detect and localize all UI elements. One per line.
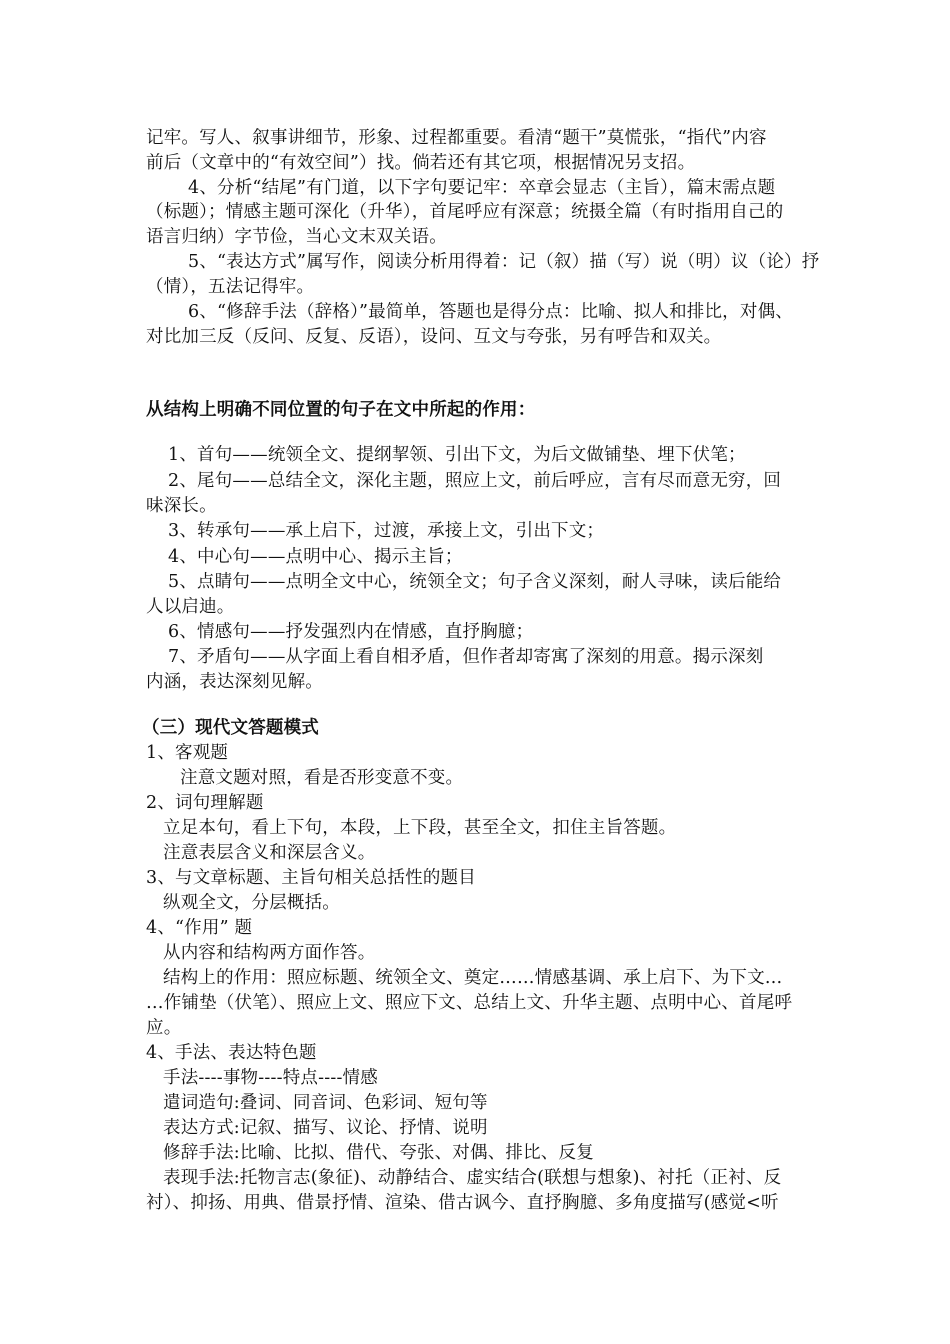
text-line: （情），五法记得牢。 (146, 277, 315, 297)
text-line: 1、客观题 (146, 743, 229, 763)
text-line: 表现手法:托物言志(象征)、动静结合、虚实结合(联想与想象)、衬托（正衬、反 (163, 1168, 782, 1188)
text-line: 6、情感句——抒发强烈内在情感，直抒胸臆； (168, 622, 534, 642)
text-line: 衬）、抑扬、用典、借景抒情、渲染、借古讽今、直抒胸臆、多角度描写(感觉<听 (146, 1193, 779, 1213)
text-line: 语言归纳）字节俭，当心文末双关语。 (146, 227, 447, 247)
text-line: 6、“修辞手法（辞格）”最简单，答题也是得分点：比喻、拟人和排比，对偶、 (188, 302, 793, 322)
text-line: 修辞手法:比喻、比拟、借代、夸张、对偶、排比、反复 (163, 1143, 594, 1163)
text-line: 内涵，表达深刻见解。 (146, 672, 323, 692)
section-heading: 从结构上明确不同位置的句子在文中所起的作用： (146, 400, 536, 420)
text-line: 1、首句——统领全文、提纲挈领、引出下文，为后文做铺垫、埋下伏笔； (168, 445, 746, 465)
text-line: 4、手法、表达特色题 (146, 1043, 317, 1063)
text-line: …作铺垫（伏笔）、照应上文、照应下文、总结上文、升华主题、点明中心、首尾呼 (146, 993, 793, 1013)
text-line: （标题）；情感主题可深化（升华），首尾呼应有深意；统摄全篇（有时指用自己的 (146, 202, 784, 222)
text-line: 立足本句，看上下句，本段，上下段，甚至全文，扣住主旨答题。 (163, 818, 677, 838)
text-line: 4、中心句——点明中心、揭示主旨； (168, 547, 463, 567)
text-line: 纵观全文，分层概括。 (163, 893, 340, 913)
text-line: 应。 (146, 1018, 182, 1038)
text-line: 3、转承句——承上启下，过渡，承接上文，引出下文； (168, 521, 605, 541)
text-line: 注意文题对照，看是否形变意不变。 (180, 768, 464, 788)
text-line: 从内容和结构两方面作答。 (163, 943, 376, 963)
text-line: 前后（文章中的“有效空间”）找。倘若还有其它项，根据情况另支招。 (146, 153, 696, 173)
text-line: 4、分析“结尾”有门道，以下字句要记牢：卒章会显志（主旨），篇末需点题 (188, 178, 776, 198)
text-line: 遣词造句:叠词、同音词、色彩词、短句等 (163, 1093, 488, 1113)
text-line: 记牢。写人、叙事讲细节，形象、过程都重要。看清“题干”莫慌张，“指代”内容 (146, 128, 767, 148)
text-line: 注意表层含义和深层含义。 (163, 843, 376, 863)
text-line: 7、矛盾句——从字面上看自相矛盾，但作者却寄寓了深刻的用意。揭示深刻 (168, 647, 764, 667)
text-line: 2、尾句——总结全文，深化主题，照应上文，前后呼应，言有尽而意无穷，回 (168, 471, 782, 491)
text-line: 5、“表达方式”属写作，阅读分析用得着：记（叙）描（写）说（明）议（论）抒 (188, 252, 820, 272)
text-line: 味深长。 (146, 496, 217, 516)
text-line: 手法----事物----特点----情感 (163, 1068, 378, 1088)
section-heading: （三）现代文答题模式 (142, 718, 319, 738)
text-line: 5、点睛句——点明全文中心，统领全文；句子含义深刻，耐人寻味，读后能给 (168, 572, 782, 592)
text-line: 人以启迪。 (146, 597, 235, 617)
text-line: 结构上的作用：照应标题、统领全文、奠定……情感基调、承上启下、为下文… (163, 968, 783, 988)
text-line: 3、与文章标题、主旨句相关总括性的题目 (146, 868, 476, 888)
text-line: 对比加三反（反问、反复、反语），设问、互文与夸张，另有呼告和双关。 (146, 327, 722, 347)
text-line: 2、词句理解题 (146, 793, 264, 813)
text-line: 4、“作用” 题 (146, 918, 253, 938)
text-line: 表达方式:记叙、描写、议论、抒情、说明 (163, 1118, 488, 1138)
